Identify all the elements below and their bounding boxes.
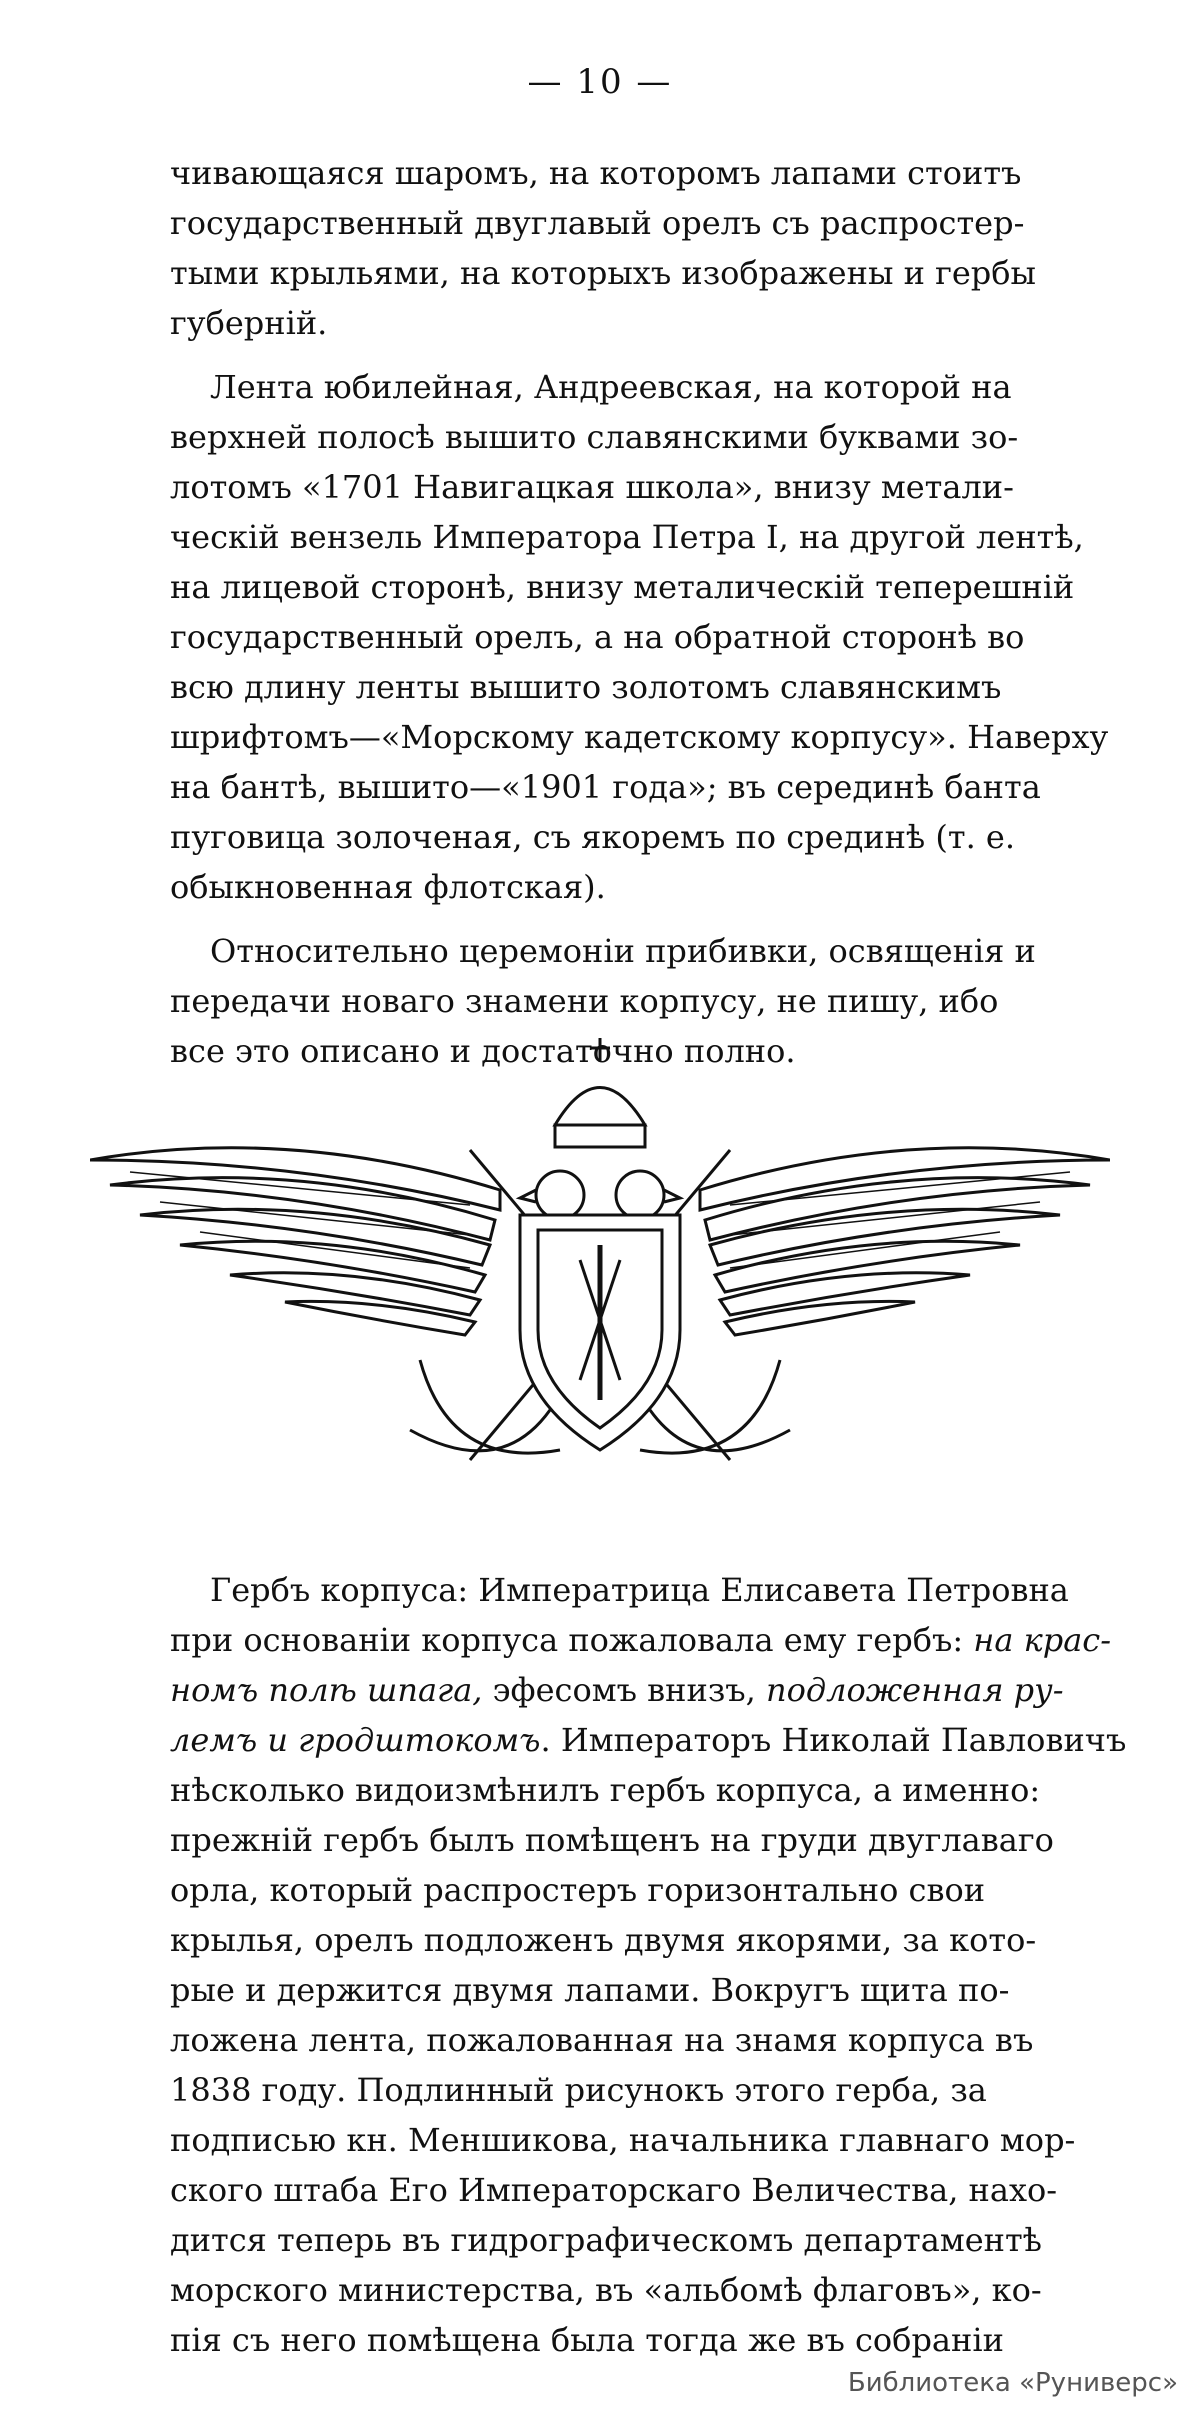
text-line: нѣсколько видоизмѣнилъ гербъ корпуса, а именно:	[170, 1771, 1041, 1809]
text-line: чивающаяся шаромъ, на которомъ лапами стоитъ	[170, 154, 1022, 192]
text-line: государственный двуглавый орелъ съ распростер-	[170, 204, 1025, 242]
text-segment: при основаніи корпуса пожаловала ему гербъ:	[170, 1621, 974, 1659]
paragraph-continuation	[170, 148, 1050, 348]
text-line	[170, 1665, 1064, 1715]
shield-icon	[520, 1215, 680, 1450]
text-line: ского штаба Его Императорскаго Величества, нахо-	[170, 2171, 1058, 2209]
eagle-heads-icon	[520, 1171, 680, 1219]
text-line: крылья, орелъ подложенъ двумя якорями, за кото-	[170, 1921, 1037, 1959]
right-wing-icon	[700, 1148, 1110, 1335]
text-line: на бантѣ, вышито—«1901 года»; въ серединѣ банта	[170, 768, 1041, 806]
text-line: верхней полосѣ вышито славянскими буквами зо-	[170, 418, 1019, 456]
text-line	[170, 1715, 1127, 1765]
text-line: обыкновенная флотская).	[170, 868, 606, 906]
text-line: пуговица золоченая, съ якоремъ по срединѣ (т. е.	[170, 818, 1016, 856]
text-line: все это описано и достаточно полно.	[170, 1032, 796, 1070]
corps-emblem-illustration	[90, 1030, 1110, 1500]
text-line: рые и держится двумя лапами. Вокругъ щита по-	[170, 1971, 1010, 2009]
text-line: на лицевой сторонѣ, внизу металическій теперешній	[170, 568, 1075, 606]
text-line	[170, 1615, 1112, 1665]
text-line: пія съ него помѣщена была тогда же въ собраніи	[170, 2321, 1004, 2359]
italic-segment: на крас-	[973, 1621, 1112, 1659]
text-line: ческій вензель Императора Петра I, на другой лентѣ,	[170, 518, 1084, 556]
text-line: Относительно церемоніи прибивки, освященія и	[210, 932, 1036, 970]
text-block-top	[170, 148, 1109, 1076]
text-line: прежній гербъ былъ помѣщенъ на груди двуглаваго	[170, 1821, 1054, 1859]
italic-segment: подложенная ру-	[765, 1671, 1064, 1709]
text-line: передачи новаго знамени корпусу, не пишу, ибо	[170, 982, 999, 1020]
text-block-bottom	[170, 1565, 1127, 2365]
text-line: шрифтомъ—«Морскому кадетскому корпусу». Наверху	[170, 718, 1109, 756]
text-segment: эфесомъ внизъ,	[482, 1671, 766, 1709]
text-line: губерній.	[170, 304, 328, 342]
paragraph-ribbon	[170, 362, 1109, 912]
text-line: тыми крыльями, на которыхъ изображены и гербы	[170, 254, 1036, 292]
text-line: морского министерства, въ «альбомѣ флаговъ», ко-	[170, 2271, 1042, 2309]
text-line: подписью кн. Меншикова, начальника главнаго мор-	[170, 2121, 1076, 2159]
text-line: дится теперь въ гидрографическомъ департаментѣ	[170, 2221, 1042, 2259]
italic-segment: лемъ и гродштокомъ	[170, 1721, 541, 1759]
italic-segment: номъ полѣ шпага,	[170, 1671, 483, 1709]
text-line: Гербъ корпуса: Императрица Елисавета Петровна	[210, 1571, 1069, 1609]
text-line: государственный орелъ, а на обратной сторонѣ во	[170, 618, 1025, 656]
text-line: 1838 году. Подлинный рисунокъ этого герба, за	[170, 2071, 987, 2109]
text-segment: . Императоръ Николай Павловичъ	[540, 1721, 1127, 1759]
library-watermark: Библиотека «Руниверс»	[847, 2368, 1178, 2398]
left-wing-icon	[90, 1148, 500, 1335]
text-line: ложена лента, пожалованная на знамя корпуса въ	[170, 2021, 1034, 2059]
text-line: всю длину ленты вышито золотомъ славянскимъ	[170, 668, 1002, 706]
paragraph-coat-of-arms	[170, 1565, 1127, 2365]
text-line: орла, который распростеръ горизонтально свои	[170, 1871, 986, 1909]
crown-icon	[555, 1038, 645, 1147]
page-number: — 10 —	[527, 62, 673, 102]
text-line: лотомъ «1701 Навигацкая школа», внизу метали-	[170, 468, 1014, 506]
text-line: Лента юбилейная, Андреевская, на которой на	[210, 368, 1012, 406]
